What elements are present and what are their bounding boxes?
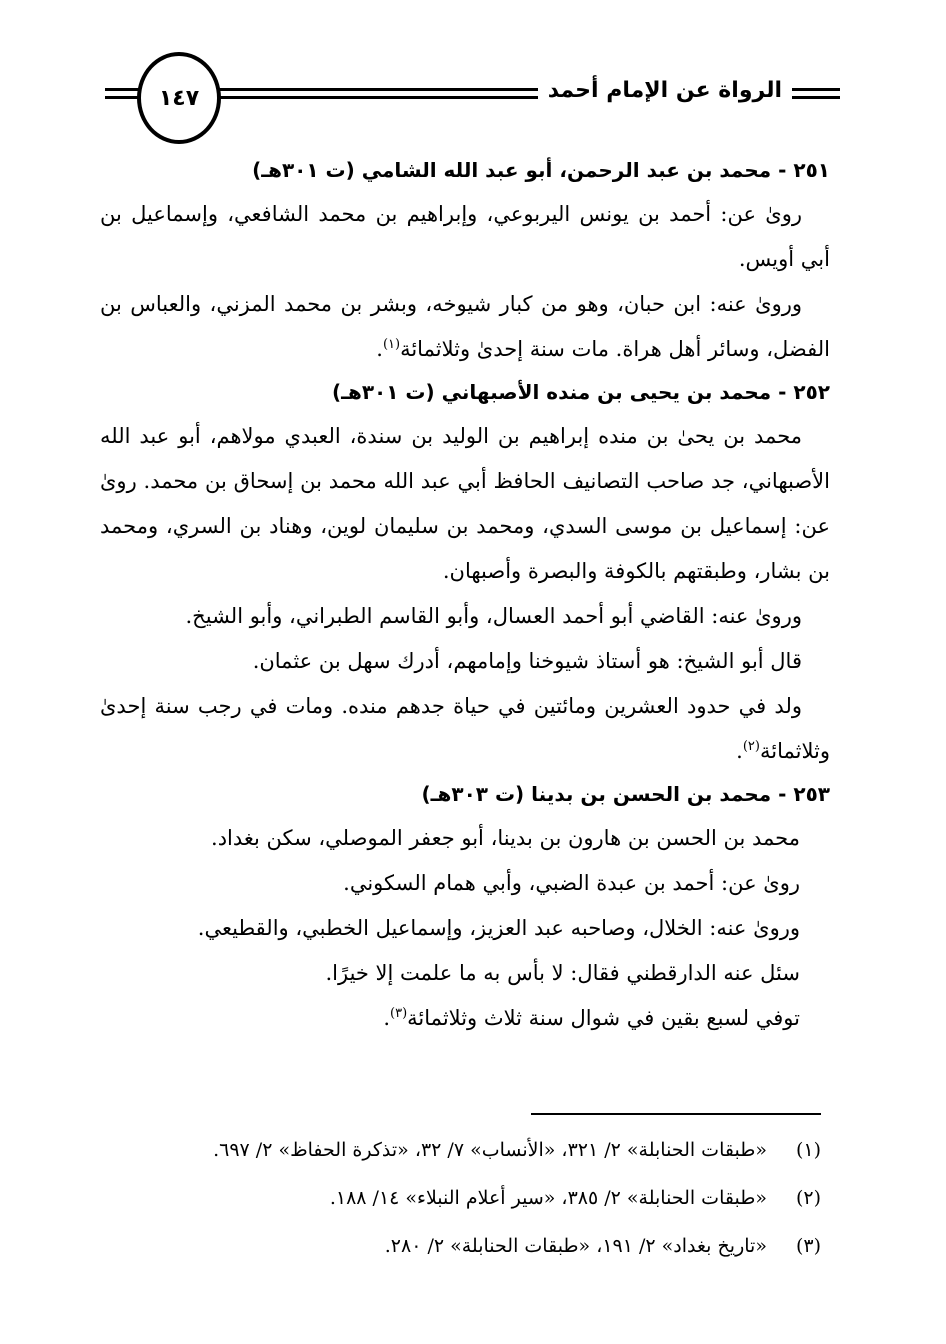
paragraph: قال أبو الشيخ: هو أستاذ شيوخنا وإمامهم، أدرك سهل بن عثمان. [252, 649, 802, 673]
footnote-marker[interactable]: (٢) [742, 739, 760, 754]
footnote-marker[interactable]: (١) [382, 337, 401, 352]
footnote-text: «طبقات الحنابلة» ٢/ ٣٢١، «الأنساب» ٧/ ٣٢، «تذكرة الحفاظ» ٢/ ٦٩٧. [213, 1139, 767, 1161]
footnote-item [121, 1174, 821, 1222]
paragraph-text: ولد في حدود العشرين ومائتين في حياة جدهم منده. ومات في رجب سنة إحدیٰ وثلاثمائة [100, 694, 830, 763]
paragraph: ولد في حدود العشرين ومائتين في حياة جدهم منده. ومات في رجب سنة إحدیٰ وثلاثمائة$^{(٢)}$. [100, 694, 830, 763]
paragraph: سئل عنه الدارقطني فقال: لا بأس به ما علمت إلا خيرًا. [325, 961, 800, 985]
main-text [100, 150, 830, 1041]
page-number: ١٤٧ [158, 85, 200, 111]
running-header [105, 52, 840, 136]
footnote-item [121, 1126, 821, 1174]
entry-heading: ٢٥١ - محمد بن عبد الرحمن، أبو عبد الله الشامي (ت ٣٠١هـ) [252, 158, 830, 182]
paragraph: رویٰ عن: أحمد بن عبدة الضبي، وأبي همام السكوني. [343, 871, 800, 895]
paragraph-text: توفي لسبع بقين في شوال سنة ثلاث وثلاثمائة [407, 1006, 800, 1030]
paragraph: توفي لسبع بقين في شوال سنة ثلاث وثلاثمائة$^{(٣)}$. [383, 1006, 800, 1030]
footnote-number: (٢) [795, 1187, 821, 1209]
paragraph: ورویٰ عنه: القاضي أبو أحمد العسال، وأبو القاسم الطبراني، وأبو الشيخ. [185, 604, 802, 628]
entry-heading: ٢٥٣ - محمد بن الحسن بن بدينا (ت ٣٠٣هـ) [421, 782, 830, 806]
paragraph-text: ورویٰ عنه: ابن حبان، وهو من كبار شيوخه، وبشر بن محمد المزني، والعباس بن الفضل، وسائر أهل هراة. مات سنة إحدیٰ وثلاثمائة [100, 292, 830, 361]
page-number-badge [137, 52, 221, 144]
footnote-separator [531, 1113, 821, 1115]
footnote-text: «تاريخ بغداد» ٢/ ١٩١، «طبقات الحنابلة» ٢/ ٢٨٠. [384, 1235, 767, 1257]
footnote-number: (١) [795, 1139, 821, 1161]
paragraph: ورویٰ عنه: الخلال، وصاحبه عبد العزيز، وإسماعيل الخطبي، والقطيعي. [197, 916, 800, 940]
paragraph: محمد بن يحیٰ بن منده إبراهيم بن الوليد بن سندة، العبدي مولاهم، أبو عبد الله الأصبهاني، جد صاحب التصانيف الحافظ أبي عبد الله محمد بن إسحاق بن محمد. رویٰ عن: إسماعيل بن موسى السدي، ومحمد بن سليمان لوين، وهناد بن السري، ومحمد بن بشار، وطبقتهم بالكوفة والبصرة وأصبهان. [100, 424, 830, 583]
footnote-marker[interactable]: (٣) [390, 1006, 408, 1021]
footnote-text: «طبقات الحنابلة» ٢/ ٣٨٥، «سير أعلام النبلاء» ١٤/ ١٨٨. [329, 1187, 767, 1209]
footnotes [121, 1126, 821, 1270]
entry-heading: ٢٥٢ - محمد بن يحيى بن منده الأصبهاني (ت ٣٠١هـ) [332, 380, 830, 404]
paragraph: محمد بن الحسن بن هارون بن بدينا، أبو جعفر الموصلي، سكن بغداد. [211, 826, 800, 850]
header-title: الرواة عن الإمام أحمد [538, 78, 792, 103]
footnote-number: (٣) [795, 1235, 821, 1257]
footnote-item [121, 1222, 821, 1270]
paragraph: رویٰ عن: أحمد بن يونس اليربوعي، وإبراهيم بن محمد الشافعي، وإسماعيل بن أبي أويس. [100, 202, 830, 271]
paragraph: ورویٰ عنه: ابن حبان، وهو من كبار شيوخه، وبشر بن محمد المزني، والعباس بن الفضل، وسائر أهل هراة. مات سنة إحدیٰ وثلاثمائة$^{(١)}$. [100, 292, 830, 361]
